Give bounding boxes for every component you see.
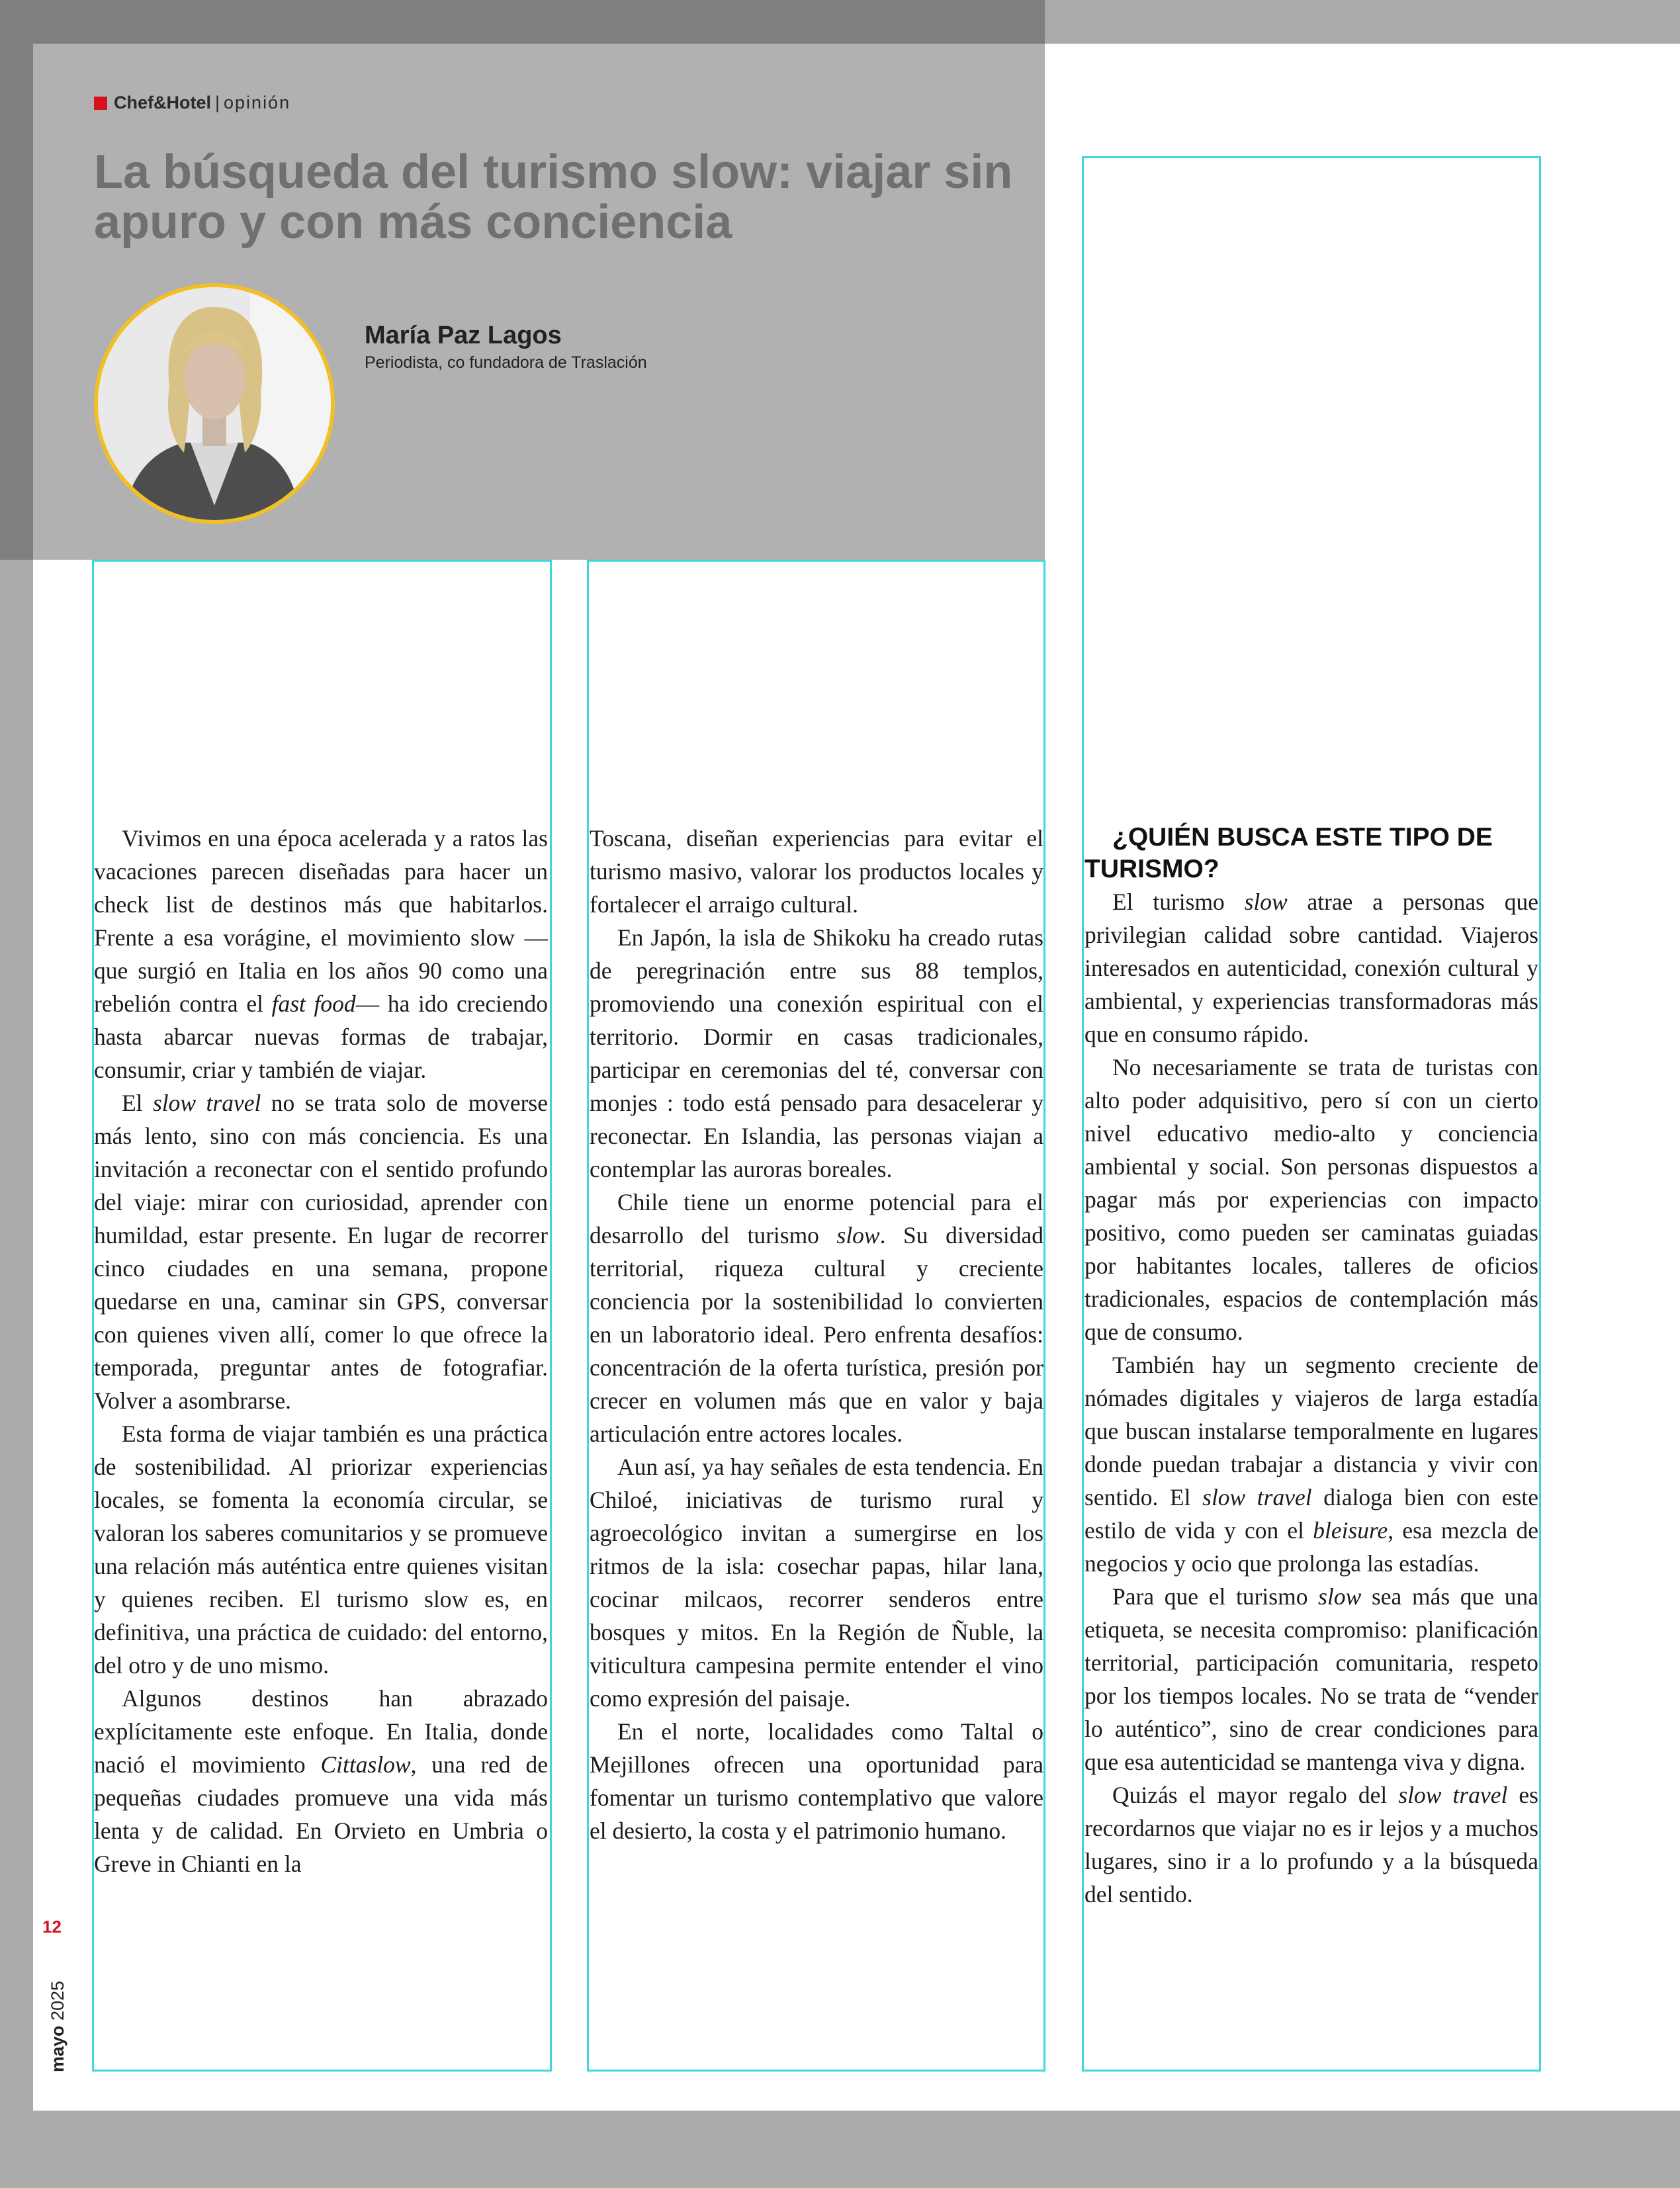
section-label <box>94 93 290 113</box>
article-column-3 <box>1084 822 1538 1911</box>
author-avatar <box>94 283 335 524</box>
author-role: Periodista, co fundadora de Traslación <box>365 353 647 372</box>
paragraph: En el norte, localidades como Taltal o Mejillones ofrecen una oportunidad para fomentar un turismo contemplativo que valore el desierto, la costa y el patrimonio humano. <box>590 1718 1043 1844</box>
paragraph: Toscana, diseñan experiencias para evitar el turismo masivo, valorar los productos locales y fortalecer el arraigo cultural. <box>590 825 1043 918</box>
page-number: 12 <box>42 1917 62 1937</box>
section-name: opinión <box>224 93 291 112</box>
author-portrait-illustration <box>98 287 331 520</box>
paragraph: El turismo slow atrae a personas que privilegian calidad sobre cantidad. Viajeros interesados en autenticidad, conexión cultural y ambiental, y experiencias transformadoras más que en consumo rápido. <box>1084 889 1539 1047</box>
left-dark-strip <box>0 0 33 560</box>
issue-month: mayo <box>48 2025 67 2072</box>
paragraph: Aun así, ya hay señales de esta tendencia. En Chiloé, iniciativas de turismo rural y agroecológico invitan a sumergirse en los ritmos de la isla: cosechar papas, hilar lana, cocinar milcaos, recorrer senderos entre bosques y mitos. En la Región de Ñuble, la viticultura campesina permite entender el vino como expresión del paisaje. <box>590 1454 1043 1712</box>
paragraph: El slow travel no se trata solo de moverse más lento, sino con más conciencia. Es una invitación a reconectar con el sentido profundo del viaje: mirar con curiosidad, aprender con humildad, estar presente. En lugar de recorrer cinco ciudades en una semana, propone quedarse en una, caminar sin GPS, conversar con quienes viven allí, comer lo que ofrece la temporada, preguntar antes de fotografiar. Volver a asombrarse. <box>94 1090 548 1414</box>
article-title: La búsqueda del turismo slow: viajar sin apuro y con más conciencia <box>94 146 1013 249</box>
paragraph: Chile tiene un enorme potencial para el desarrollo del turismo slow. Su diversidad territorial, riqueza cultural y creciente conciencia por la sostenibilidad lo convierten en un laboratorio ideal. Pero enfrenta desafíos: concentración de la oferta turística, presión por crecer en volumen más que en valor y baja articulación entre actores locales. <box>590 1189 1043 1447</box>
issue-date <box>48 1981 68 2072</box>
brand-name: Chef&Hotel <box>114 93 211 112</box>
article-column-1 <box>94 822 548 1880</box>
paragraph: No necesariamente se trata de turistas con alto poder adquisitivo, pero sí con un cierto nivel educativo medio-alto y conciencia ambiental y social. Son personas dispuestos a pagar más por experiencias con impacto positivo, como pueden ser caminatas guiadas por habitantes locales, talleres de oficios tradicionales, espacios de contemplación más que de consumo. <box>1084 1054 1538 1345</box>
paragraph: Para que el turismo slow sea más que una etiqueta, se necesita compromiso: planificación territorial, participación comunitaria, respeto por los tiempos locales. No se trata de “vender lo auténtico”, sino de crear condiciones para que esa autenticidad se mantenga viva y digna. <box>1084 1583 1539 1775</box>
label-separator: | <box>215 93 220 112</box>
red-square-icon <box>94 97 107 110</box>
top-dark-strip <box>0 0 1045 44</box>
issue-year: 2025 <box>48 1980 67 2021</box>
paragraph: En Japón, la isla de Shikoku ha creado rutas de peregrinación entre sus 88 templos, promoviendo una conexión espiritual con el territorio. Dormir en casas tradicionales, participar en ceremonias del té, conversar con monjes : todo está pensado para desacelerar y reconectar. En Islandia, las personas viajan a contemplar las auroras boreales. <box>590 924 1043 1182</box>
paragraph: Vivimos en una época acelerada y a ratos las vacaciones parecen diseñadas para hacer un check list de destinos más que habitarlos. Frente a esa vorágine, el movimiento slow —que surgió en Italia en los años 90 como una rebelión contra el fast food— ha ido creciendo hasta abarcar nuevas formas de trabajar, consumir, criar y también de viajar. <box>94 825 548 1083</box>
sidebar-heading: ¿QUIÉN BUSCA ESTE TIPO DE TURISMO? <box>1084 823 1493 883</box>
paragraph: También hay un segmento creciente de nómades digitales y viajeros de larga estadía que buscan instalarse temporalmente en lugares donde puedan trabajar a distancia y vivir con sentido. El slow travel dialoga bien con este estilo de vida y con el bleisure, esa mezcla de negocios y ocio que prolonga las estadías. <box>1084 1352 1538 1577</box>
article-column-2 <box>590 822 1043 1847</box>
paragraph: Algunos destinos han abrazado explícitamente este enfoque. En Italia, donde nació el movimiento Cittaslow, una red de pequeñas ciudades promueve una vida más lenta y de calidad. En Orvieto en Umbria o Greve in Chianti en la <box>94 1685 548 1877</box>
paragraph: Quizás el mayor regalo del slow travel es recordarnos que viajar no es ir lejos y a muchos lugares, sino ir a lo profundo y a la búsqueda del sentido. <box>1084 1782 1538 1907</box>
paragraph: Esta forma de viajar también es una práctica de sostenibilidad. Al priorizar experiencias locales, se fomenta la economía circular, se valoran los saberes comunitarios y se promueve una relación más auténtica entre quienes visitan y quienes reciben. El turismo slow es, en definitiva, una práctica de cuidado: del entorno, del otro y de uno mismo. <box>94 1421 548 1679</box>
author-name: María Paz Lagos <box>365 322 562 349</box>
